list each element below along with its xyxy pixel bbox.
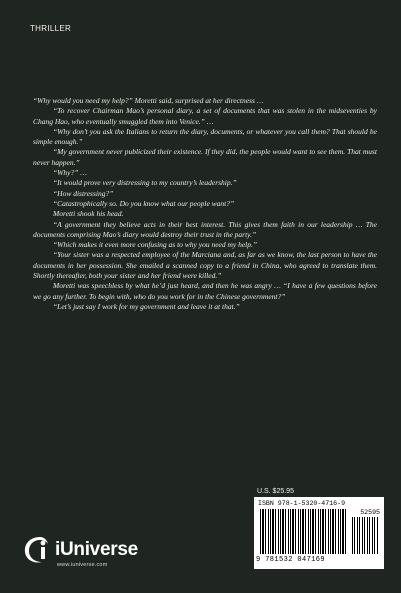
excerpt-paragraph: “Why would you need my help?” Moretti said, surprised at her directness … — [33, 96, 264, 105]
genre-label: THRILLER — [30, 24, 72, 33]
excerpt-paragraph: “Which makes it even more confusing as to why you need my help.” — [53, 240, 258, 250]
publisher-url: www.iuniverse.com — [57, 562, 108, 568]
excerpt-paragraph: “Let’s just say I work for my government and leave it at that.” — [53, 301, 240, 311]
excerpt-paragraph: “Why?” … — [53, 168, 87, 178]
ean-digits: 9 781532 047169 — [256, 556, 326, 564]
back-cover-excerpt — [33, 96, 377, 312]
excerpt-paragraph: Moretti shook his head. — [53, 209, 124, 219]
excerpt-paragraph: “My government never publicized their existence. If they did, the people would want to see them. That must never happen.” — [33, 147, 377, 167]
barcode-addon-bars — [352, 517, 379, 554]
excerpt-paragraph: “It would prove very distressing to my country’s leadership.” — [53, 178, 237, 188]
excerpt-paragraph: Moretti was speechless by what he’d just heard, and then he was angry … “I have a few questions before we go any further. To begin with, who do you work for in the Chinese government?” — [33, 281, 377, 301]
excerpt-paragraph: “How distressing?” — [53, 188, 114, 198]
barcode-bars — [260, 509, 348, 554]
price-label: U.S. $25.95 — [257, 488, 294, 495]
barcode — [254, 497, 384, 569]
publisher-name: iUniverse — [55, 539, 138, 560]
isbn-text: ISBN 978-1-5320-4716-9 — [258, 500, 346, 507]
excerpt-paragraph: “Your sister was a respected employee of the Marciana and, as far as we know, the last person to have the documents in her possession. She emailed a scanned copy to a friend in China, who agreed to translate them. Shortly thereafter, both your sister and her friend were killed.” — [33, 250, 377, 281]
publisher-logo — [22, 534, 182, 574]
excerpt-paragraph: “A government they believe acts in their best interest. This gives them faith in our leadership … The documents comprising Mao’s diary would destroy their trust in the party.” — [33, 219, 377, 239]
price-code: 52595 — [360, 509, 380, 516]
excerpt-paragraph: “To recover Chairman Mao’s personal diary, a set of documents that was stolen in the midseventies by Chang Hao, who eventually smuggled them into Venice.” … — [33, 106, 377, 126]
excerpt-paragraph: “Catastrophically so. Do you know what our people want?” — [53, 198, 235, 208]
excerpt-paragraph: “Why don’t you ask the Italians to return the diary, documents, or whatever you call them? That should be simple enough.” — [33, 126, 377, 147]
